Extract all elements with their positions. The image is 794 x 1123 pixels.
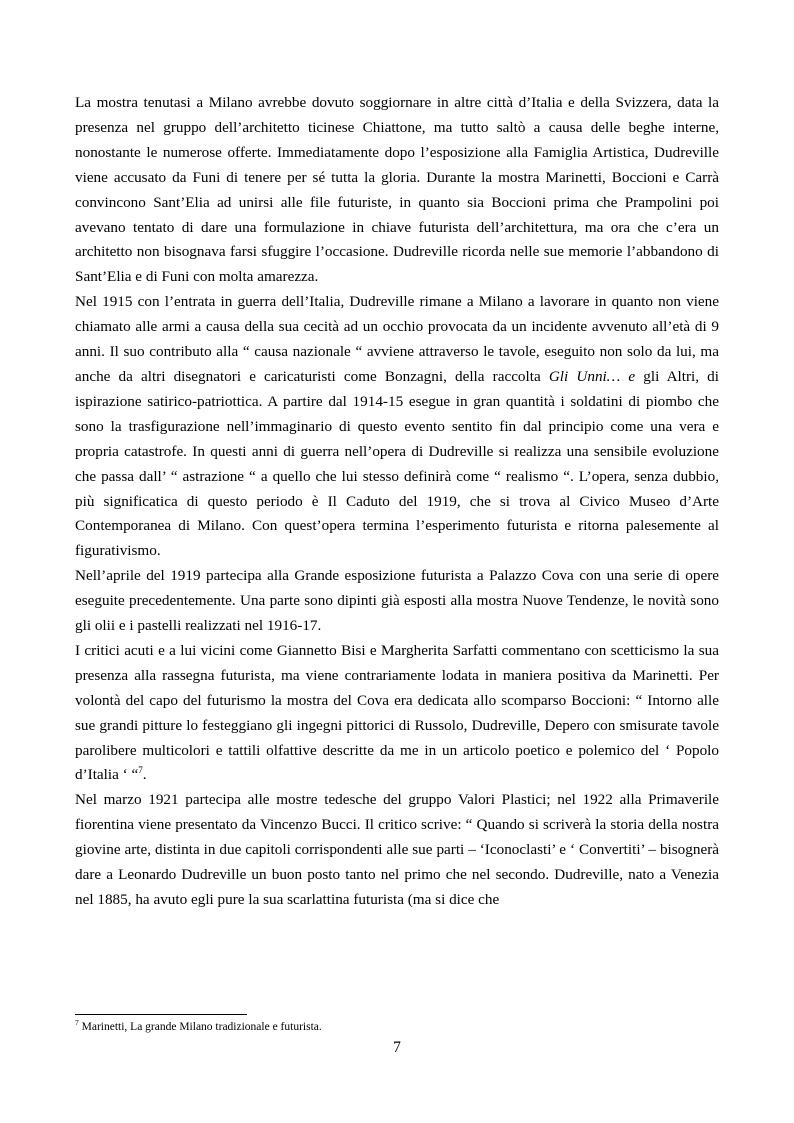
paragraph-4-text: I critici acuti e a lui vicini come Giannetto Bisi e Margherita Sarfatti commentano con scetticismo la sua presenza alla rassegna futurista, ma viene contrariamente lodata in maniera positiva da Marinetti. Per volontà del capo del futurismo la mostra del Cova era dedicata allo scomparso Boccioni: “ Intorno alle sue grandi pitture lo festeggiano gli ingegni pittorici di Russolo, Dudreville, Depero con smisurate tavole parolibere multicolori e tattili olfattive descritte da me in un articolo poetico e polemico del ‘ Popolo d’Italia ‘ “ — [75, 641, 719, 784]
footnote-text: Marinetti, La grande Milano tradizionale e futurista. — [78, 1021, 322, 1033]
footnote-reference: 7 — [138, 765, 143, 776]
body-text — [75, 91, 719, 913]
paragraph-4-tail: . — [142, 766, 147, 784]
paragraph-5 — [75, 788, 719, 913]
paragraph-2-text-a: Nel 1915 con l’entrata in guerra dell’Italia, Dudreville rimane a Milano a lavorare in quanto non viene chiamato alle armi a causa della sua cecità ad un occhio provocata da un incidente avvenuto all’età di 9 anni. Il suo contributo alla “ causa nazionale “ avviene attraverso le tavole, eseguito non solo da lui, ma anche da altri disegnatori e caricaturisti come Bonzagni, della raccolta — [75, 293, 719, 385]
paragraph-4 — [75, 639, 719, 788]
paragraph-1 — [75, 91, 719, 290]
paragraph-1-text: La mostra tenutasi a Milano avrebbe dovuto soggiornare in altre città d’Italia e della Svizzera, data la presenza nel gruppo dell’architetto ticinese Chiattone, ma tutto saltò a causa delle beghe interne, nonostante le numerose offerte. Immediatamente dopo l’esposizione alla Famiglia Artistica, Dudreville viene accusato da Funi di tenere per sé tutta la gloria. Durante la mostra Marinetti, Boccioni e Carrà convincono Sant’Elia ad unirsi alle file futuriste, in quanto sia Boccioni prima che Prampolini poi avevano tentato di dare una formulazione in chiave futurista dell’architettura, ma ora che c’era un architetto non bisognava farsi sfuggire l’occasione. Dudreville ricorda nelle sue memorie l’abbandono di Sant’Elia e di Funi con molta amarezza. — [75, 94, 719, 286]
paragraph-5-text: Nel marzo 1921 partecipa alle mostre tedesche del gruppo Valori Plastici; nel 1922 alla Primaverile fiorentina viene presentato da Vincenzo Bucci. Il critico scrive: “ Quando si scriverà la storia della nostra giovine arte, distinta in due capitoli corrispondenti alle sue parti – ‘Iconoclasti’ e ‘ Convertiti’ – bisognerà dare a Leonardo Dudreville un buon posto tanto nel primo che nel secondo. Dudreville, nato a Venezia nel 1885, ha avuto egli pure la sua scarlattina futurista (ma si dice che — [75, 791, 719, 908]
footnote-number: 7 — [75, 1018, 79, 1028]
paragraph-3 — [75, 564, 719, 639]
footnote-separator — [75, 1014, 247, 1015]
paragraph-3-text: Nell’aprile del 1919 partecipa alla Grande esposizione futurista a Palazzo Cova con una serie di opere eseguite precedentemente. Una parte sono dipinti già esposti alla mostra Nuove Tendenze, le novità sono gli olii e i pastelli realizzati nel 1916-17. — [75, 567, 719, 635]
footnote — [75, 1019, 719, 1035]
page-number: 7 — [393, 1039, 401, 1056]
paragraph-2 — [75, 290, 719, 564]
paragraph-2-text-b: gli Altri, di ispirazione satirico-patriottica. A partire dal 1914-15 esegue in gran quantità i soldatini di piombo che sono la trasfigurazione nell’immaginario di questo evento sentito fin dal principio come una vera e propria catastrofe. In questi anni di guerra nell’opera di Dudreville si realizza una sensibile evoluzione che passa dall’ “ astrazione “ a quello che lui stesso definirà come “ realismo “. L’opera, senza dubbio, più significatica di questo periodo è Il Caduto del 1919, che si trova al Civico Museo d’Arte Contemporanea di Milano. Con quest’opera termina l’esperimento futurista e ritorna palesemente al figurativismo. — [75, 367, 719, 560]
book-title-italic: Gli Unni… e — [548, 367, 636, 385]
